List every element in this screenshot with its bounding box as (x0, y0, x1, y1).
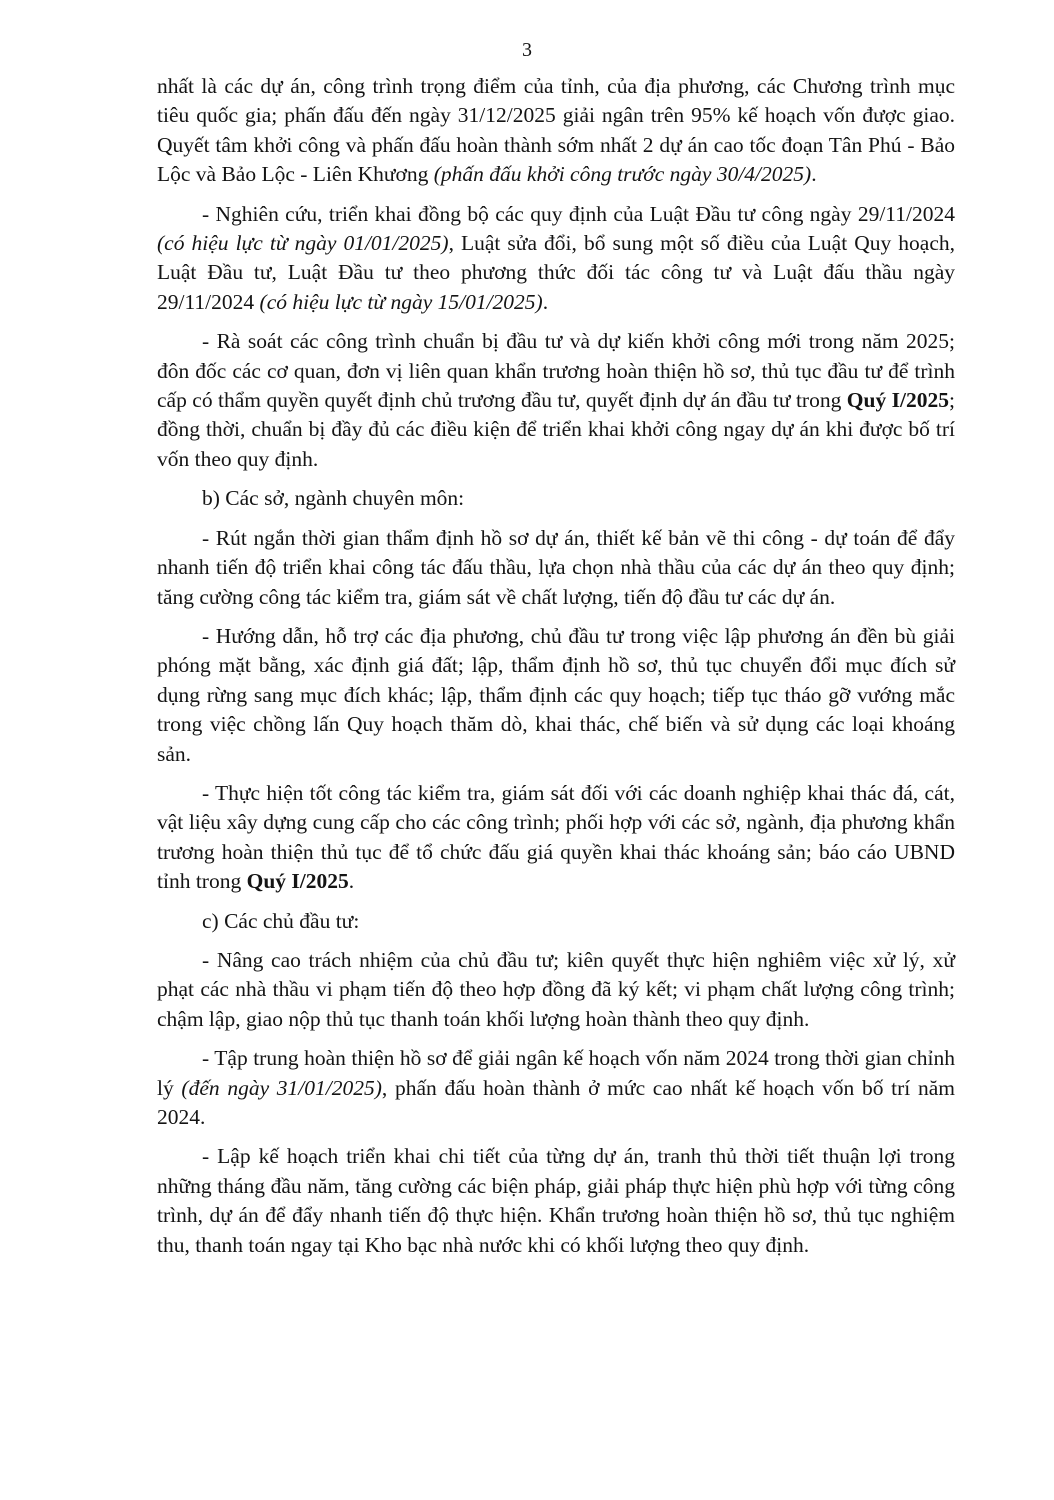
paragraph-p3 (157, 327, 955, 474)
page-number: 3 (522, 39, 532, 61)
paragraph-p6 (157, 622, 955, 769)
paragraph-p2 (157, 200, 955, 318)
paragraph-text: . (348, 869, 355, 894)
paragraph-p5 (157, 524, 955, 612)
italic-note: (có hiệu lực từ ngày 01/01/2025) (157, 231, 449, 256)
document-body (157, 72, 955, 1270)
paragraph-p7 (157, 779, 955, 897)
italic-note: (đến ngày 31/01/2025) (181, 1075, 382, 1100)
paragraph-text: , phấn đấu hoàn thành ở mức cao nhất kế hoạch vốn bố trí năm 2024. (157, 1075, 955, 1129)
paragraph-text: nhất là các dự án, công trình trọng điểm của tỉnh, của địa phương, các Chương trình mục tiêu quốc gia; phấn đấu đến ngày 31/12/2025 giải ngân trên 95% kế hoạch vốn được giao. Quyết tâm khởi công và phấn đấu hoàn thành sớm nhất 2 dự án cao tốc đoạn Tân Phú - Bảo Lộc và Bảo Lộc - Liên Khương (157, 74, 955, 187)
emphasis-text: Quý I/2025 (246, 869, 349, 894)
paragraph-text: - Lập kế hoạch triển khai chi tiết của từng dự án, tranh thủ thời tiết thuận lợi trong những tháng đầu năm, tăng cường các biện pháp, giải pháp thực hiện phù hợp với từng công trình, dự án để đẩy nhanh tiến độ thực hiện. Khẩn trương hoàn thiện hồ sơ, thủ tục nghiệm thu, thanh toán ngay tại Kho bạc nhà nước khi có khối lượng theo quy định. (157, 1144, 955, 1257)
paragraph-text: - Nâng cao trách nhiệm của chủ đầu tư; kiên quyết thực hiện nghiêm việc xử lý, xử phạt các nhà thầu vi phạm tiến độ theo hợp đồng đã ký kết; vi phạm chất lượng công trình; chậm lập, giao nộp thủ tục thanh toán khối lượng hoàn thành theo quy định. (157, 947, 955, 1031)
paragraph-p4 (157, 484, 955, 513)
paragraph-p8 (157, 907, 955, 936)
paragraph-text: b) Các sở, ngành chuyên môn: (202, 486, 465, 511)
paragraph-p10 (157, 1044, 955, 1132)
paragraph-p11 (157, 1142, 955, 1260)
paragraph-text: - Rà soát các công trình chuẩn bị đầu tư và dự kiến khởi công mới trong năm 2025; đôn đốc các cơ quan, đơn vị liên quan khẩn trương hoàn thiện hồ sơ, thủ tục đầu tư để trình cấp có thẩm quyền quyết định chủ trương đầu tư, quyết định dự án đầu tư trong (157, 329, 955, 413)
paragraph-text: . (542, 289, 549, 314)
paragraph-text: - Thực hiện tốt công tác kiểm tra, giám sát đối với các doanh nghiệp khai thác đá, cát, vật liệu xây dựng cung cấp cho các công trình; phối hợp với các sở, ngành, địa phương khẩn trương hoàn thiện thủ tục để tổ chức đấu giá quyền khai thác khoáng sản; báo cáo UBND tỉnh trong (157, 780, 955, 894)
italic-note: (có hiệu lực từ ngày 15/01/2025) (259, 289, 543, 314)
emphasis-text: Quý I/2025 (846, 388, 950, 413)
paragraph-text: . (811, 162, 817, 187)
paragraph-p9 (157, 946, 955, 1034)
paragraph-text: , Luật sửa đổi, bổ sung một số điều của Luật Quy hoạch, Luật Đầu tư, Luật Đầu tư theo phương thức đối tác công tư và Luật đấu thầu ngày 29/11/2024 (157, 231, 956, 314)
paragraph-text: ; đồng thời, chuẩn bị đầy đủ các điều kiện để triển khai khởi công ngay dự án khi được bố trí vốn theo quy định. (157, 388, 955, 471)
paragraph-p1 (157, 72, 955, 190)
italic-note: (phấn đấu khởi công trước ngày 30/4/2025) (433, 162, 812, 187)
paragraph-text: c) Các chủ đầu tư: (202, 908, 360, 933)
paragraph-text: - Hướng dẫn, hỗ trợ các địa phương, chủ đầu tư trong việc lập phương án đền bù giải phóng mặt bằng, xác định giá đất; lập, thẩm định hồ sơ, thủ tục chuyển đổi mục đích sử dụng rừng sang mục đích khác; lập, thẩm định các quy hoạch; tiếp tục tháo gỡ vướng mắc trong việc chồng lấn Quy hoạch thăm dò, khai thác, chế biến và sử dụng các loại khoáng sản. (157, 623, 955, 766)
paragraph-text: - Tập trung hoàn thiện hồ sơ để giải ngân kế hoạch vốn năm 2024 trong thời gian chỉnh lý (157, 1046, 955, 1100)
paragraph-text: - Nghiên cứu, triển khai đồng bộ các quy định của Luật Đầu tư công ngày 29/11/2024 (202, 201, 955, 226)
paragraph-text: - Rút ngắn thời gian thẩm định hồ sơ dự án, thiết kế bản vẽ thi công - dự toán để đẩy nhanh tiến độ triển khai công tác đấu thầu, lựa chọn nhà thầu của các dự án theo quy định; tăng cường công tác kiểm tra, giám sát về chất lượng, tiến độ đầu tư các dự án. (157, 525, 955, 609)
